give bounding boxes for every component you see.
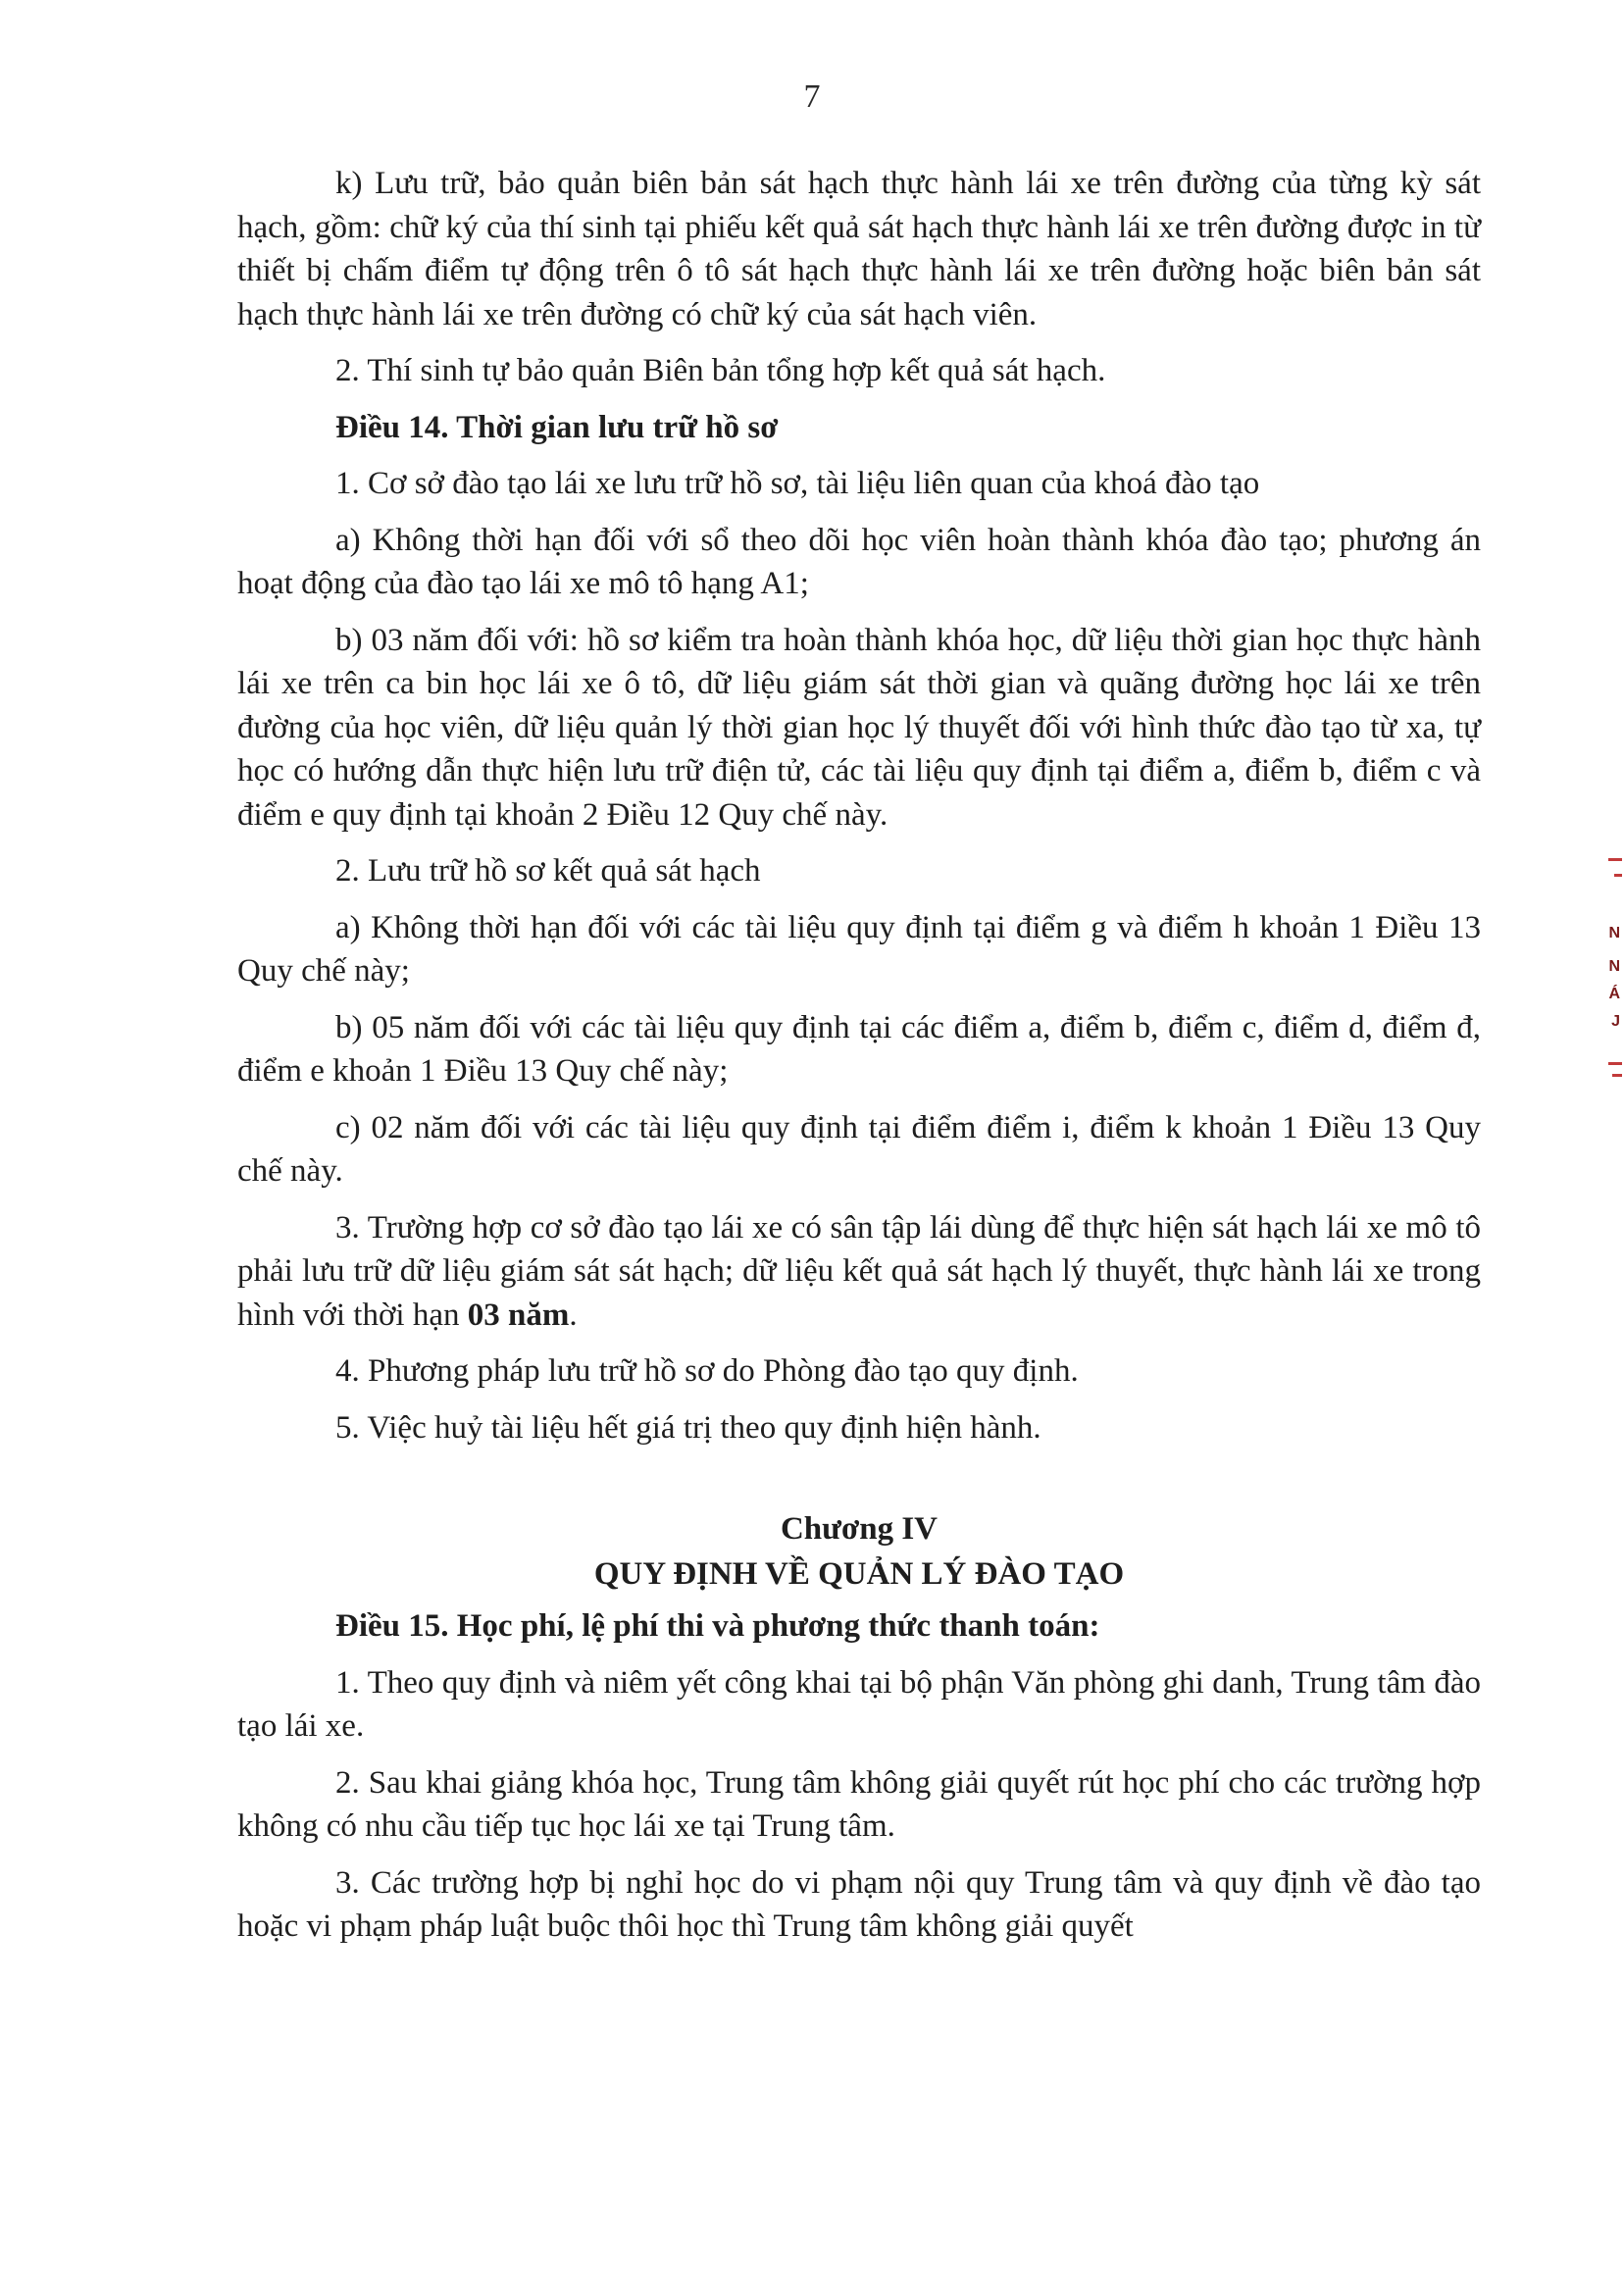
paragraph-14-3-tail: . bbox=[569, 1297, 578, 1333]
chapter-heading bbox=[237, 1506, 1481, 1597]
edge-line bbox=[1608, 858, 1622, 861]
edge-line bbox=[1612, 1074, 1622, 1077]
paragraph-14-4: 4. Phương pháp lưu trữ hồ sơ do Phòng đào tạo quy định. bbox=[335, 1353, 1079, 1389]
paragraph-14-2-c: c) 02 năm đối với các tài liệu quy định tại điểm điểm i, điểm k khoản 1 Điều 13 Quy chế này. bbox=[237, 1109, 1481, 1189]
paragraph-k-luu-tru: k) Lưu trữ, bảo quản biên bản sát hạch thực hành lái xe trên đường của từng kỳ sát hạch, gồm: chữ ký của thí sinh tại phiếu kết quả sát hạch thực hành lái xe trên đường được in từ thiết bị chấm điểm tự động trên ô tô sát hạch thực hành lái xe trên đường hoặc biên bản sát hạch thực hành lái xe trên đường có chữ ký của sát hạch viên. bbox=[237, 166, 1481, 332]
paragraph-thi-sinh-bao-quan: 2. Thí sinh tự bảo quản Biên bản tổng hợp kết quả sát hạch. bbox=[335, 353, 1106, 388]
edge-line bbox=[1614, 874, 1622, 877]
paragraph-15-1: 1. Theo quy định và niêm yết công khai tại bộ phận Văn phòng ghi danh, Trung tâm đào tạo lái xe. bbox=[237, 1664, 1481, 1744]
paragraph-14-3-bold: 03 năm bbox=[467, 1297, 570, 1333]
paragraph-14-3 bbox=[237, 1206, 1481, 1338]
paragraph-15-3: 3. Các trường hợp bị nghỉ học do vi phạm nội quy Trung tâm và quy định về đào tạo hoặc vi phạm pháp luật buộc thôi học thì Trung tâm không giải quyết bbox=[237, 1864, 1481, 1944]
chapter-title: QUY ĐỊNH VỀ QUẢN LÝ ĐÀO TẠO bbox=[593, 1556, 1125, 1592]
paragraph-14-2-a: a) Không thời hạn đối với các tài liệu quy định tại điểm g và điểm h khoản 1 Điều 13 Quy chế này; bbox=[237, 909, 1481, 989]
article-14-heading: Điều 14. Thời gian lưu trữ hồ sơ bbox=[335, 409, 779, 445]
paragraph-14-3-text: 3. Trường hợp cơ sở đào tạo lái xe có sân tập lái dùng để thực hiện sát hạch lái xe mô tô phải lưu trữ dữ liệu giám sát sát hạch; dữ liệu kết quả sát hạch lý thuyết, thực hành lái xe trong hình với thời hạn bbox=[237, 1209, 1481, 1333]
edge-mark: N bbox=[1608, 925, 1620, 941]
paragraph-15-2: 2. Sau khai giảng khóa học, Trung tâm không giải quyết rút học phí cho các trường hợp không có nhu cầu tiếp tục học lái xe tại Trung tâm. bbox=[237, 1764, 1481, 1844]
paragraph-14-1-a: a) Không thời hạn đối với sổ theo dõi học viên hoàn thành khóa đào tạo; phương án hoạt động của đào tạo lái xe mô tô hạng A1; bbox=[237, 522, 1481, 601]
edge-line bbox=[1608, 1062, 1622, 1065]
page-edge-marks bbox=[1602, 839, 1624, 1123]
paragraph-14-5: 5. Việc huỷ tài liệu hết giá trị theo quy định hiện hành. bbox=[335, 1409, 1041, 1446]
edge-mark: J bbox=[1611, 1013, 1620, 1030]
paragraph-14-2-b: b) 05 năm đối với các tài liệu quy định tại các điểm a, điểm b, điểm c, điểm d, điểm đ, điểm e khoản 1 Điều 13 Quy chế này; bbox=[237, 1009, 1481, 1089]
edge-mark: N bbox=[1608, 958, 1620, 975]
document-body bbox=[237, 162, 1481, 1961]
paragraph-14-1-b: b) 03 năm đối với: hồ sơ kiểm tra hoàn thành khóa học, dữ liệu thời gian học thực hành lái xe trên ca bin học lái xe ô tô, dữ liệu giám sát thời gian và quãng đường học lái xe trên đường của học viên, dữ liệu quản lý thời gian học lý thuyết đối với hình thức đào tạo từ xa, tự học có hướng dẫn thực hiện lưu trữ điện tử, các tài liệu quy định tại điểm a, điểm b, điểm c và điểm e quy định tại khoản 2 Điều 12 Quy chế này. bbox=[237, 622, 1481, 833]
page-number: 7 bbox=[803, 78, 821, 115]
chapter-number: Chương IV bbox=[780, 1511, 939, 1547]
article-15-heading: Điều 15. Học phí, lệ phí thi và phương thức thanh toán: bbox=[335, 1608, 1100, 1644]
paragraph-14-2: 2. Lưu trữ hồ sơ kết quả sát hạch bbox=[335, 853, 761, 889]
edge-mark: Á bbox=[1608, 986, 1620, 1002]
paragraph-14-1: 1. Cơ sở đào tạo lái xe lưu trữ hồ sơ, tài liệu liên quan của khoá đào tạo bbox=[335, 466, 1260, 501]
